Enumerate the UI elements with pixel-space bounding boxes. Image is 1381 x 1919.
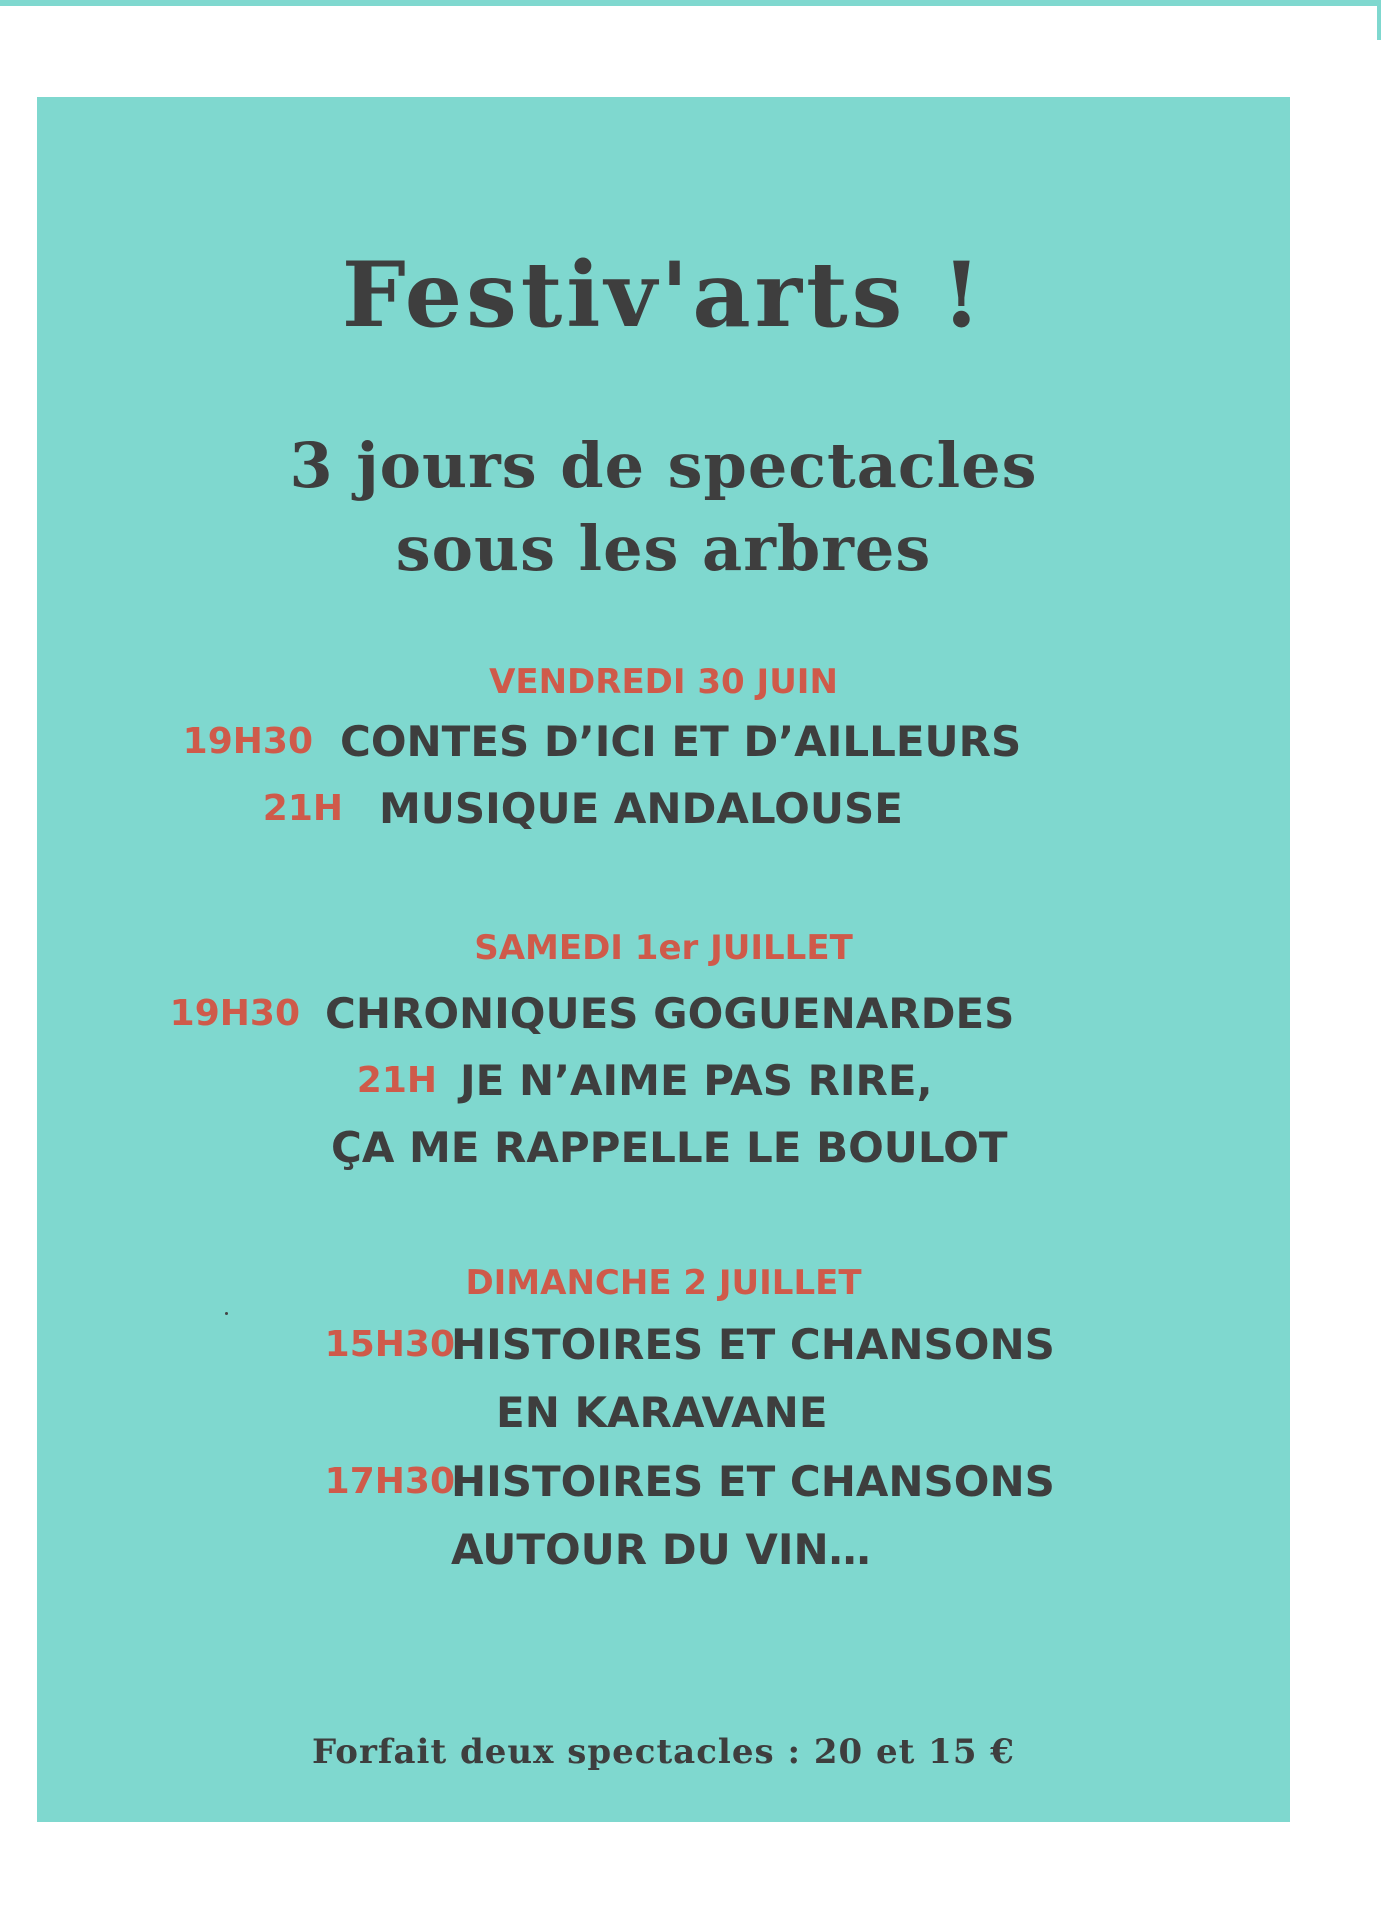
event-time: 17H30 <box>324 1461 455 1502</box>
event-row <box>37 1051 1290 1111</box>
event-row-continued <box>37 1383 1290 1443</box>
day-heading-friday: VENDREDI 30 JUIN <box>489 662 838 702</box>
event-title-line-2: ÇA ME RAPPELLE LE BOULOT <box>331 1123 1008 1172</box>
scan-speck <box>225 1312 228 1315</box>
event-title-line-2: EN KARAVANE <box>496 1388 828 1437</box>
day-heading-sunday: DIMANCHE 2 JUILLET <box>465 1263 862 1303</box>
event-title: CHRONIQUES GOGUENARDES <box>325 989 1015 1038</box>
festival-poster <box>37 97 1290 1822</box>
event-row <box>37 779 1290 839</box>
event-time: 19H30 <box>169 993 300 1034</box>
event-row <box>37 1452 1290 1512</box>
day-heading-saturday: SAMEDI 1er JUILLET <box>474 928 853 968</box>
event-title: HISTOIRES ET CHANSONS <box>451 1320 1055 1369</box>
scan-edge-top <box>0 0 1381 6</box>
price-footer: Forfait deux spectacles : 20 et 15 € <box>312 1732 1015 1772</box>
event-time: 21H <box>262 788 343 829</box>
event-title: JE N’AIME PAS RIRE, <box>460 1056 933 1105</box>
event-row-continued <box>37 1520 1290 1580</box>
event-title: HISTOIRES ET CHANSONS <box>451 1457 1055 1506</box>
event-time: 15H30 <box>324 1324 455 1365</box>
poster-subtitle-line-1: 3 jours de spectacles <box>289 429 1038 502</box>
event-title: CONTES D’ICI ET D’AILLEURS <box>340 717 1022 766</box>
event-row <box>37 712 1290 772</box>
poster-subtitle-line-2: sous les arbres <box>395 512 932 585</box>
poster-title: Festiv'arts ! <box>341 242 986 348</box>
event-row <box>37 1315 1290 1375</box>
event-title: MUSIQUE ANDALOUSE <box>379 784 903 833</box>
scan-edge-right <box>1377 0 1381 40</box>
event-time: 21H <box>356 1060 437 1101</box>
event-row-continued <box>37 1118 1290 1178</box>
event-title-line-2: AUTOUR DU VIN… <box>451 1525 871 1574</box>
event-row <box>37 984 1290 1044</box>
event-time: 19H30 <box>182 721 313 762</box>
